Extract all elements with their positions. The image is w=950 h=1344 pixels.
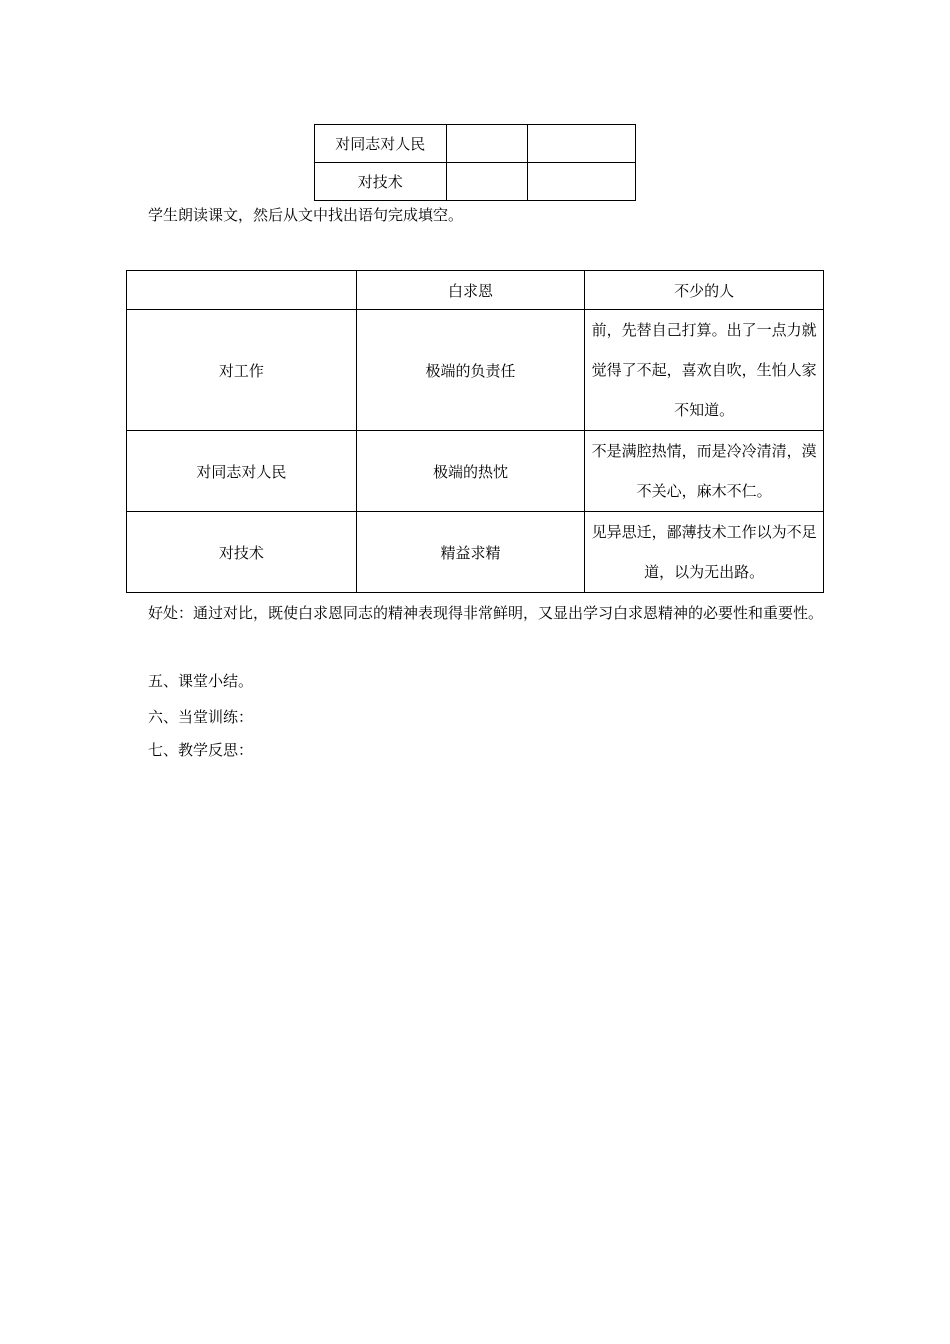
bethune-cell: 极端的热忱 bbox=[356, 431, 585, 512]
row-label: 对工作 bbox=[127, 310, 357, 431]
header-cell-empty bbox=[127, 271, 357, 310]
others-cell: 见异思迁，鄙薄技术工作以为不足道，以为无出路。 bbox=[585, 512, 824, 593]
section-summary: 五、课堂小结。 bbox=[148, 672, 254, 690]
bethune-cell: 精益求精 bbox=[356, 512, 585, 593]
conclusion-paragraph: 好处：通过对比，既使白求恩同志的精神表现得非常鲜明，又显出学习白求恩精神的必要性和重要性。 bbox=[148, 604, 824, 622]
table-header-row bbox=[127, 271, 824, 310]
bethune-cell: 极端的负责任 bbox=[356, 310, 585, 431]
table-row bbox=[315, 163, 636, 201]
small-table bbox=[314, 124, 636, 201]
table-cell bbox=[528, 163, 636, 201]
header-cell-bethune: 白求恩 bbox=[356, 271, 585, 310]
table-row bbox=[127, 310, 824, 431]
row-label: 对同志对人民 bbox=[127, 431, 357, 512]
instruction-text: 学生朗读课文，然后从文中找出语句完成填空。 bbox=[148, 206, 464, 224]
table-row bbox=[315, 125, 636, 163]
others-cell: 前，先替自己打算。出了一点力就觉得了不起，喜欢自吹，生怕人家不知道。 bbox=[585, 310, 824, 431]
header-cell-others: 不少的人 bbox=[585, 271, 824, 310]
section-reflection: 七、教学反思： bbox=[148, 741, 254, 759]
table-row bbox=[127, 512, 824, 593]
table-cell: 对同志对人民 bbox=[315, 125, 447, 163]
row-label: 对技术 bbox=[127, 512, 357, 593]
table-cell bbox=[446, 125, 528, 163]
section-practice: 六、当堂训练： bbox=[148, 708, 254, 726]
table-row bbox=[127, 431, 824, 512]
table-cell bbox=[528, 125, 636, 163]
comparison-table bbox=[126, 270, 824, 593]
others-cell: 不是满腔热情，而是冷冷清清，漠不关心，麻木不仁。 bbox=[585, 431, 824, 512]
table-cell bbox=[446, 163, 528, 201]
table-cell: 对技术 bbox=[315, 163, 447, 201]
